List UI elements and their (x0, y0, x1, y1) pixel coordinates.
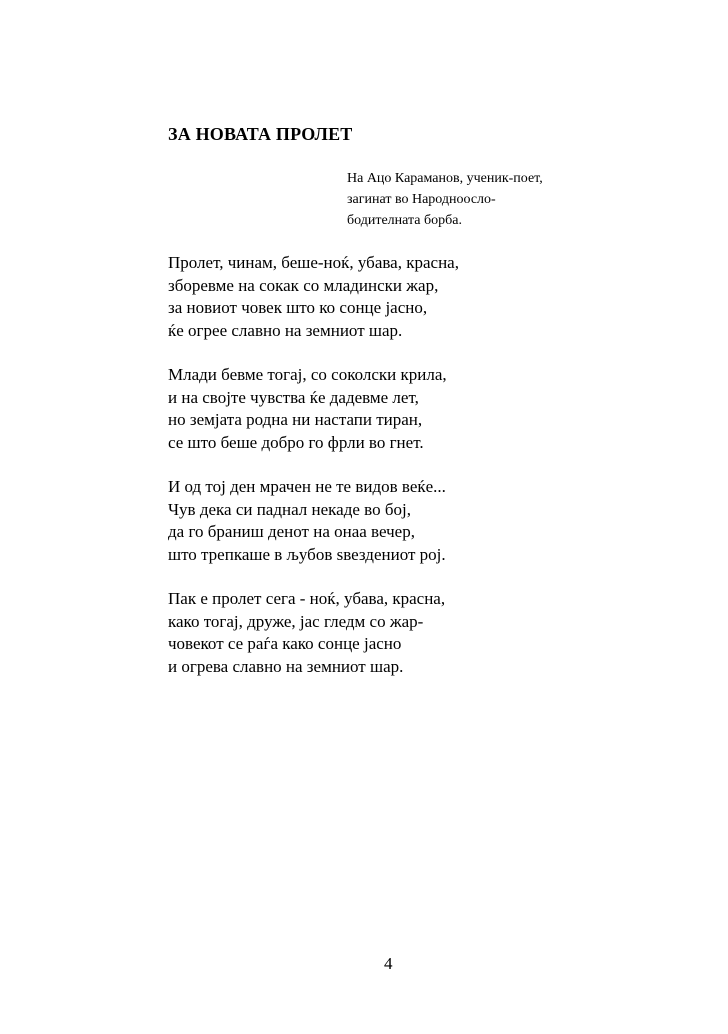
stanza-2 (168, 364, 459, 454)
verse-line: зборевме на сокак со младински жар, (168, 275, 439, 295)
page-number: 4 (384, 954, 393, 973)
verse-line: Пак е пролет сега - ноќ, убава, красна, (168, 589, 446, 608)
verse-line: за новиот човек што ко сонце јасно, (168, 298, 428, 317)
verse-line: како тогај, друже, јас гледм со жар- (168, 611, 424, 631)
dedication-line: загинат во Народноосло- (347, 192, 496, 207)
verse-line: Млади бевме тогај, со соколски крила, (168, 365, 447, 384)
poem-body (168, 252, 459, 700)
dedication-line: На Ацо Караманов, ученик-поет, (347, 171, 543, 186)
dedication-line: бодителната борба. (347, 213, 462, 228)
verse-line: човекот се раѓа како сонце јасно (168, 634, 402, 653)
verse-line: Чув дека си паднал некаде во бој, (168, 499, 411, 519)
verse-line: но земјата родна ни настапи тиран, (168, 410, 423, 429)
dedication (347, 168, 543, 231)
verse-line: и огрева славно на земниот шар. (168, 656, 404, 676)
stanza-4 (168, 588, 459, 678)
verse-line: и на својте чувства ќе дадевме лет, (168, 387, 419, 407)
poem-title: ЗА НОВАТА ПРОЛЕТ (168, 124, 353, 144)
verse-line: што трепкаше в љубов ѕвездениот рој. (168, 544, 446, 564)
verse-line: ќе огрее славно на земниот шар. (168, 320, 403, 340)
verse-line: да го браниш денот на онаа вечер, (168, 522, 415, 541)
verse-line: Пролет, чинам, беше-ноќ, убава, красна, (168, 253, 459, 272)
verse-line: И од тој ден мрачен не те видов веќе... (168, 477, 446, 496)
stanza-3 (168, 476, 459, 566)
stanza-1 (168, 252, 459, 342)
verse-line: се што беше добро го фрли во гнет. (168, 432, 424, 452)
